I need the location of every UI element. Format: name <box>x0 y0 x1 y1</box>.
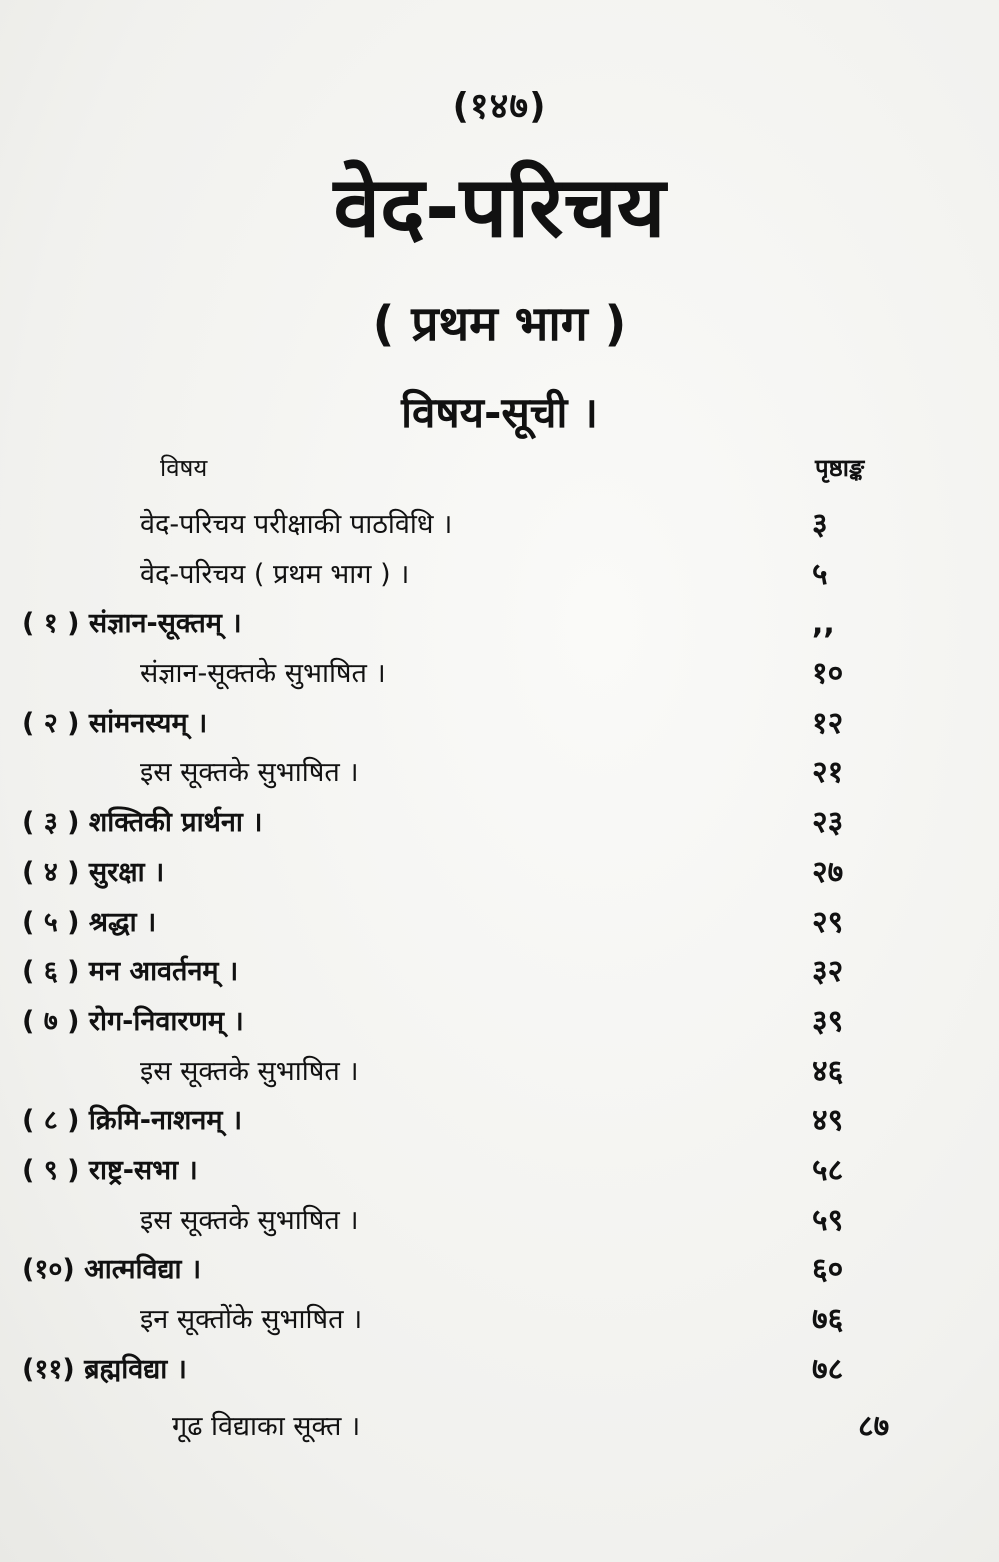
toc-entry-title: वेद-परिचय परीक्षाकी पाठविधि । <box>140 509 453 540</box>
toc-entry <box>0 1402 999 1452</box>
table-of-contents <box>0 500 999 1452</box>
toc-entry-page: ३२ <box>812 954 844 990</box>
toc-entry-title: ( ३ ) शक्तिकी प्रार्थना । <box>22 807 263 839</box>
toc-entry-page: ४६ <box>812 1053 844 1089</box>
toc-entry <box>0 997 999 1047</box>
toc-entry <box>0 1196 999 1246</box>
toc-entry-title: ( ४ ) सुरक्षा । <box>22 856 165 888</box>
toc-entry-page: २१ <box>812 755 844 791</box>
toc-entry <box>0 599 999 649</box>
column-header-page: पृष्ठाङ्क <box>815 454 865 482</box>
toc-entry <box>0 748 999 798</box>
toc-entry-title: ( १ ) संज्ञान-सूक्तम् । <box>22 608 242 640</box>
toc-entry <box>0 1345 999 1395</box>
toc-entry-page: ५९ <box>812 1202 844 1238</box>
toc-entry-title: संज्ञान-सूक्तके सुभाषित । <box>140 658 386 690</box>
toc-entry-title: इस सूक्तके सुभाषित । <box>140 1204 359 1236</box>
toc-entry-page: ३ <box>812 507 828 542</box>
toc-entry-title: इन सूक्तोंके सुभाषित । <box>140 1304 363 1335</box>
toc-entry-title: इस सूक्तके सुभाषित । <box>140 757 359 789</box>
toc-entry <box>0 699 999 749</box>
toc-entry-page: ७८ <box>812 1351 844 1387</box>
toc-entry <box>0 1245 999 1295</box>
toc-entry-page: १२ <box>812 705 844 741</box>
toc-entry <box>0 1146 999 1196</box>
toc-entry-title: ( ९ ) राष्ट्र-सभा । <box>22 1154 198 1186</box>
toc-entry-page: ५ <box>812 556 828 592</box>
toc-entry-title: ( २ ) सांमनस्यम् । <box>22 707 208 739</box>
toc-entry <box>0 649 999 699</box>
toc-entry-title: ( ५ ) श्रद्धा । <box>22 906 157 938</box>
toc-entry-title: ( ६ ) मन आवर्तनम् । <box>22 956 239 988</box>
toc-entry-page: ,, <box>812 606 835 642</box>
toc-entry-page: २९ <box>812 904 844 940</box>
toc-entry-page: ३९ <box>812 1003 844 1039</box>
toc-entry <box>0 848 999 898</box>
column-header-subject: विषय <box>160 454 208 482</box>
toc-entry-title: ( ८ ) क्रिमि-नाशनम् । <box>22 1105 243 1137</box>
toc-entry-page: ७६ <box>812 1302 844 1337</box>
toc-entry <box>0 1047 999 1097</box>
toc-entry <box>0 1295 999 1345</box>
document-subtitle: ( प्रथम भाग ) <box>372 296 627 352</box>
toc-entry <box>0 500 999 550</box>
document-title: वेद-परिचय <box>333 158 666 256</box>
toc-entry-title: गूढ विद्याका सूक्त । <box>172 1411 361 1443</box>
toc-entry-page: २७ <box>812 854 844 890</box>
contents-heading: विषय-सूची । <box>401 388 598 437</box>
toc-entry-title: वेद-परिचय ( प्रथम भाग ) । <box>140 558 410 590</box>
toc-entry-page: ४९ <box>812 1103 844 1139</box>
toc-entry-title: इस सूक्तके सुभाषित । <box>140 1055 359 1087</box>
toc-entry <box>0 898 999 948</box>
toc-entry <box>0 550 999 600</box>
toc-entry-page: ५८ <box>812 1152 844 1188</box>
toc-entry-page: २३ <box>812 805 844 841</box>
toc-entry-page: ६० <box>812 1252 844 1288</box>
toc-entry-page: १० <box>812 656 844 692</box>
toc-entry <box>0 947 999 997</box>
toc-entry-title: ( ७ ) रोग-निवारणम् । <box>22 1005 244 1037</box>
toc-entry-page: ८७ <box>858 1409 890 1445</box>
toc-entry <box>0 1096 999 1146</box>
toc-entry-title: (१०) आत्मविद्या । <box>22 1254 202 1286</box>
toc-entry <box>0 798 999 848</box>
toc-entry-title: (११) ब्रह्मविद्या । <box>22 1353 187 1385</box>
page-number: (१४७) <box>452 86 547 127</box>
